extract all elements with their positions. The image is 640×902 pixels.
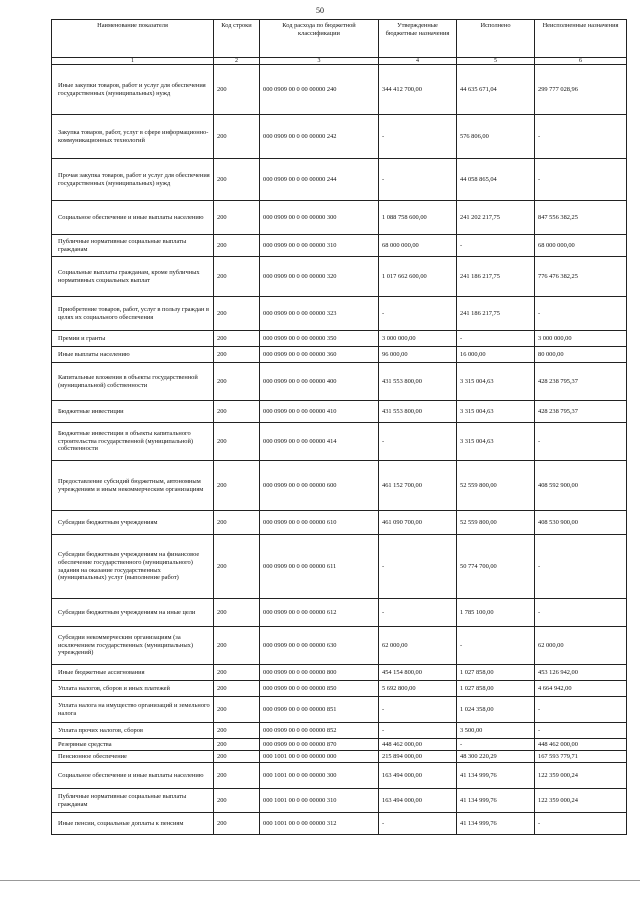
row-approved: 5 692 800,00 (379, 681, 457, 697)
row-budget-code: 000 0909 00 0 00 00000 851 (260, 697, 379, 723)
row-budget-code: 000 1001 00 0 00 00000 300 (260, 763, 379, 789)
row-approved: - (379, 813, 457, 835)
budget-execution-table (51, 19, 627, 835)
row-executed: 1 027 858,00 (457, 665, 535, 681)
row-budget-code: 000 0909 00 0 00 00000 300 (260, 201, 379, 235)
bottom-rule (0, 880, 640, 881)
row-line-code: 200 (214, 401, 260, 423)
table-row (52, 763, 627, 789)
header-executed: Исполнено (457, 20, 535, 58)
row-name: Социальное обеспечение и иные выплаты населению (52, 763, 214, 789)
row-approved: 163 494 000,00 (379, 763, 457, 789)
table-row (52, 201, 627, 235)
column-number: 6 (535, 58, 627, 65)
row-line-code: 200 (214, 331, 260, 347)
row-line-code: 200 (214, 627, 260, 665)
row-unexecuted: 80 000,00 (535, 347, 627, 363)
header-budget-code: Код расхода по бюджетной классификации (260, 20, 379, 58)
row-unexecuted: 122 359 000,24 (535, 789, 627, 813)
row-approved: 448 462 000,00 (379, 739, 457, 751)
row-line-code: 200 (214, 461, 260, 511)
row-unexecuted: 3 000 000,00 (535, 331, 627, 347)
row-line-code: 200 (214, 763, 260, 789)
row-executed: 1 024 358,00 (457, 697, 535, 723)
row-budget-code: 000 0909 00 0 00 00000 360 (260, 347, 379, 363)
row-budget-code: 000 0909 00 0 00 00000 612 (260, 599, 379, 627)
table-body (52, 65, 627, 835)
table-row (52, 363, 627, 401)
row-budget-code: 000 0909 00 0 00 00000 870 (260, 739, 379, 751)
table-row (52, 599, 627, 627)
row-executed: 241 186 217,75 (457, 297, 535, 331)
row-executed: 241 202 217,75 (457, 201, 535, 235)
row-executed: 3 315 004,63 (457, 363, 535, 401)
row-approved: 3 000 000,00 (379, 331, 457, 347)
row-line-code: 200 (214, 347, 260, 363)
column-number: 4 (379, 58, 457, 65)
row-line-code: 200 (214, 115, 260, 159)
row-budget-code: 000 0909 00 0 00 00000 323 (260, 297, 379, 331)
row-name: Приобретение товаров, работ, услуг в пользу граждан в целях их социального обеспечения (52, 297, 214, 331)
row-name: Иные бюджетные ассигнования (52, 665, 214, 681)
row-unexecuted: 4 664 942,00 (535, 681, 627, 697)
row-budget-code: 000 0909 00 0 00 00000 410 (260, 401, 379, 423)
header-unexecuted: Неисполненные назначения (535, 20, 627, 58)
row-unexecuted: 428 238 795,37 (535, 401, 627, 423)
table-row (52, 65, 627, 115)
table-row (52, 235, 627, 257)
row-executed: 41 134 999,76 (457, 763, 535, 789)
row-line-code: 200 (214, 235, 260, 257)
row-line-code: 200 (214, 599, 260, 627)
row-executed: 3 500,00 (457, 723, 535, 739)
row-name: Предоставление субсидий бюджетным, автономным учреждениям и иным некоммерческим организациям (52, 461, 214, 511)
row-budget-code: 000 0909 00 0 00 00000 242 (260, 115, 379, 159)
row-name: Резервные средства (52, 739, 214, 751)
row-name: Бюджетные инвестиции в объекты капитального строительства государственной (муниципальной) собственности (52, 423, 214, 461)
row-approved: 461 152 700,00 (379, 461, 457, 511)
row-approved: - (379, 723, 457, 739)
row-approved: 454 154 800,00 (379, 665, 457, 681)
row-executed: 44 058 865,04 (457, 159, 535, 201)
row-executed: 3 315 004,63 (457, 401, 535, 423)
row-name: Пенсионное обеспечение (52, 751, 214, 763)
table-row (52, 739, 627, 751)
row-line-code: 200 (214, 665, 260, 681)
row-name: Социальное обеспечение и иные выплаты населению (52, 201, 214, 235)
row-budget-code: 000 0909 00 0 00 00000 244 (260, 159, 379, 201)
column-number: 3 (260, 58, 379, 65)
table-row (52, 813, 627, 835)
row-budget-code: 000 0909 00 0 00 00000 852 (260, 723, 379, 739)
row-name: Закупка товаров, работ, услуг в сфере информационно-коммуникационных технологий (52, 115, 214, 159)
column-number: 5 (457, 58, 535, 65)
table-row (52, 347, 627, 363)
table-row (52, 511, 627, 535)
row-executed: - (457, 627, 535, 665)
row-approved: 68 000 000,00 (379, 235, 457, 257)
row-budget-code: 000 0909 00 0 00 00000 800 (260, 665, 379, 681)
row-budget-code: 000 0909 00 0 00 00000 414 (260, 423, 379, 461)
row-budget-code: 000 1001 00 0 00 00000 312 (260, 813, 379, 835)
row-unexecuted: 167 593 779,71 (535, 751, 627, 763)
row-line-code: 200 (214, 511, 260, 535)
row-approved: 62 000,00 (379, 627, 457, 665)
row-executed: 1 027 858,00 (457, 681, 535, 697)
row-budget-code: 000 0909 00 0 00 00000 610 (260, 511, 379, 535)
row-approved: 215 894 000,00 (379, 751, 457, 763)
row-unexecuted: - (535, 115, 627, 159)
row-name: Публичные нормативные социальные выплаты гражданам (52, 789, 214, 813)
page-number: 50 (316, 6, 324, 15)
row-line-code: 200 (214, 697, 260, 723)
row-executed: - (457, 331, 535, 347)
row-name: Иные закупки товаров, работ и услуг для обеспечения государственных (муниципальных) нужд (52, 65, 214, 115)
row-budget-code: 000 0909 00 0 00 00000 320 (260, 257, 379, 297)
header-line-code: Код строки (214, 20, 260, 58)
row-unexecuted: 428 238 795,37 (535, 363, 627, 401)
row-name: Уплата прочих налогов, сборов (52, 723, 214, 739)
row-line-code: 200 (214, 159, 260, 201)
row-line-code: 200 (214, 535, 260, 599)
row-approved: - (379, 159, 457, 201)
row-executed: 41 134 999,76 (457, 789, 535, 813)
row-unexecuted: - (535, 159, 627, 201)
column-number-row (52, 58, 627, 65)
row-name: Публичные нормативные социальные выплаты гражданам (52, 235, 214, 257)
row-name: Субсидии бюджетным учреждениям на финансовое обеспечение государственного (муниципального) задания на оказание государственных (муниципальных) услуг (выполнение работ) (52, 535, 214, 599)
row-executed: 3 315 004,63 (457, 423, 535, 461)
row-unexecuted: 122 359 000,24 (535, 763, 627, 789)
row-unexecuted: - (535, 599, 627, 627)
table-row (52, 665, 627, 681)
table-row (52, 115, 627, 159)
row-approved: - (379, 535, 457, 599)
row-budget-code: 000 0909 00 0 00 00000 600 (260, 461, 379, 511)
table-row (52, 159, 627, 201)
row-unexecuted: - (535, 813, 627, 835)
row-budget-code: 000 0909 00 0 00 00000 630 (260, 627, 379, 665)
row-unexecuted: 299 777 028,96 (535, 65, 627, 115)
row-name: Премии и гранты (52, 331, 214, 347)
row-line-code: 200 (214, 789, 260, 813)
row-approved: 96 000,00 (379, 347, 457, 363)
table-row (52, 627, 627, 665)
row-approved: 344 412 700,00 (379, 65, 457, 115)
row-name: Уплата налогов, сборов и иных платежей (52, 681, 214, 697)
row-approved: 1 088 758 600,00 (379, 201, 457, 235)
header-approved: Утвержденные бюджетные назначения (379, 20, 457, 58)
row-unexecuted: - (535, 697, 627, 723)
table-row (52, 461, 627, 511)
row-name: Капитальные вложения в объекты государственной (муниципальной) собственности (52, 363, 214, 401)
row-executed: 16 000,00 (457, 347, 535, 363)
row-budget-code: 000 0909 00 0 00 00000 611 (260, 535, 379, 599)
row-unexecuted: 62 000,00 (535, 627, 627, 665)
row-executed: 52 559 800,00 (457, 461, 535, 511)
row-line-code: 200 (214, 681, 260, 697)
table-row (52, 331, 627, 347)
row-unexecuted: 68 000 000,00 (535, 235, 627, 257)
table-row (52, 297, 627, 331)
table-row (52, 789, 627, 813)
row-unexecuted: - (535, 423, 627, 461)
row-unexecuted: 408 530 900,00 (535, 511, 627, 535)
table-row (52, 535, 627, 599)
header-row (52, 20, 627, 58)
row-budget-code: 000 1001 00 0 00 00000 310 (260, 789, 379, 813)
row-approved: - (379, 599, 457, 627)
row-name: Иные пенсии, социальные доплаты к пенсиям (52, 813, 214, 835)
column-number: 1 (52, 58, 214, 65)
row-unexecuted: 776 476 382,25 (535, 257, 627, 297)
row-unexecuted: 408 592 900,00 (535, 461, 627, 511)
row-executed: 44 635 671,04 (457, 65, 535, 115)
table-row (52, 697, 627, 723)
table-row (52, 257, 627, 297)
row-line-code: 200 (214, 739, 260, 751)
row-name: Субсидии бюджетным учреждениям на иные цели (52, 599, 214, 627)
row-approved: 1 017 662 600,00 (379, 257, 457, 297)
row-executed: 52 559 800,00 (457, 511, 535, 535)
row-name: Субсидии некоммерческим организациям (за исключением государственных (муниципальных) учреждений) (52, 627, 214, 665)
row-line-code: 200 (214, 201, 260, 235)
row-line-code: 200 (214, 297, 260, 331)
row-budget-code: 000 0909 00 0 00 00000 850 (260, 681, 379, 697)
row-unexecuted: 453 126 942,00 (535, 665, 627, 681)
row-unexecuted: 448 462 000,00 (535, 739, 627, 751)
row-approved: 461 090 700,00 (379, 511, 457, 535)
row-unexecuted: - (535, 297, 627, 331)
row-line-code: 200 (214, 257, 260, 297)
row-budget-code: 000 1001 00 0 00 00000 000 (260, 751, 379, 763)
row-line-code: 200 (214, 813, 260, 835)
row-approved: - (379, 115, 457, 159)
table-row (52, 423, 627, 461)
row-approved: - (379, 423, 457, 461)
row-executed: 41 134 999,76 (457, 813, 535, 835)
row-name: Социальные выплаты гражданам, кроме публичных нормативных социальных выплат (52, 257, 214, 297)
row-approved: 431 553 800,00 (379, 401, 457, 423)
row-budget-code: 000 0909 00 0 00 00000 310 (260, 235, 379, 257)
row-name: Бюджетные инвестиции (52, 401, 214, 423)
row-approved: 431 553 800,00 (379, 363, 457, 401)
table-row (52, 751, 627, 763)
row-budget-code: 000 0909 00 0 00 00000 400 (260, 363, 379, 401)
row-executed: 1 785 100,00 (457, 599, 535, 627)
row-executed: - (457, 235, 535, 257)
row-line-code: 200 (214, 65, 260, 115)
table-row (52, 401, 627, 423)
row-executed: 50 774 700,00 (457, 535, 535, 599)
row-approved: - (379, 697, 457, 723)
row-line-code: 200 (214, 363, 260, 401)
row-name: Иные выплаты населению (52, 347, 214, 363)
table-row (52, 723, 627, 739)
row-name: Прочая закупка товаров, работ и услуг для обеспечения государственных (муниципальных) нужд (52, 159, 214, 201)
row-line-code: 200 (214, 751, 260, 763)
row-unexecuted: - (535, 535, 627, 599)
row-executed: - (457, 739, 535, 751)
row-budget-code: 000 0909 00 0 00 00000 350 (260, 331, 379, 347)
row-approved: - (379, 297, 457, 331)
row-budget-code: 000 0909 00 0 00 00000 240 (260, 65, 379, 115)
column-number: 2 (214, 58, 260, 65)
row-name: Уплата налога на имущество организаций и земельного налога (52, 697, 214, 723)
row-name: Субсидии бюджетным учреждениям (52, 511, 214, 535)
header-name: Наименование показателя (52, 20, 214, 58)
row-line-code: 200 (214, 723, 260, 739)
row-executed: 241 186 217,75 (457, 257, 535, 297)
row-line-code: 200 (214, 423, 260, 461)
row-unexecuted: - (535, 723, 627, 739)
table-row (52, 681, 627, 697)
row-executed: 576 806,00 (457, 115, 535, 159)
row-approved: 163 494 000,00 (379, 789, 457, 813)
row-unexecuted: 847 556 382,25 (535, 201, 627, 235)
row-executed: 48 300 220,29 (457, 751, 535, 763)
